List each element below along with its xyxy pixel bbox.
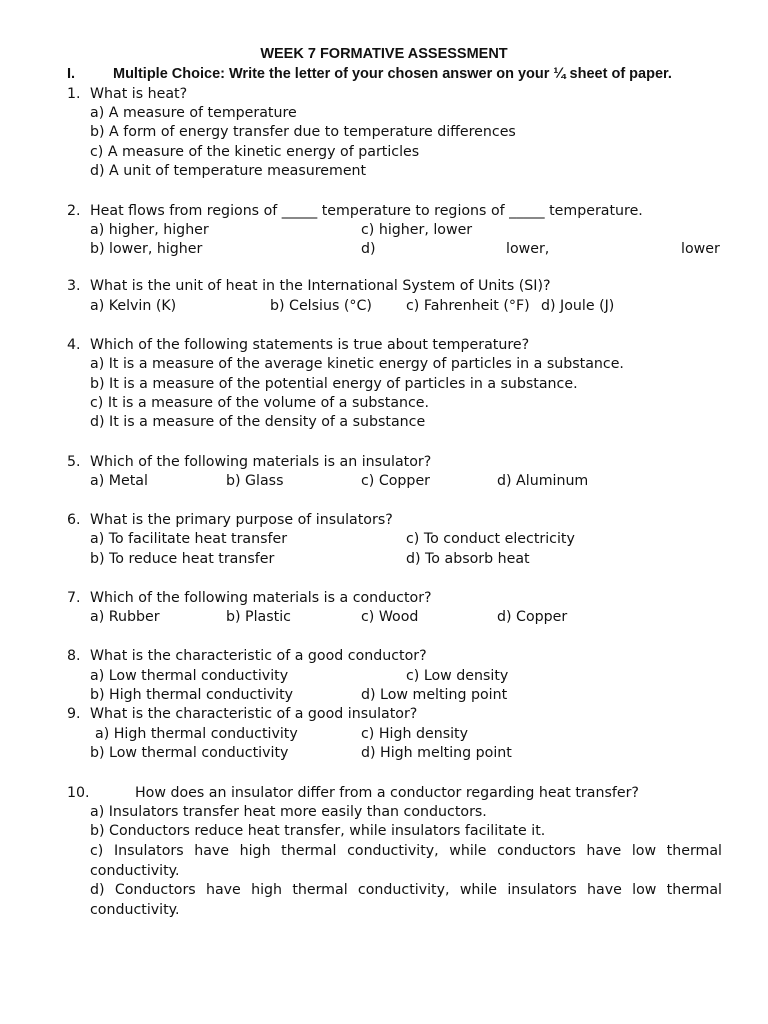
option: d) Conductors have high thermal conductivity, while insulators have low thermal conductivity. <box>90 882 722 918</box>
option: d) It is a measure of the density of a substance <box>90 414 426 430</box>
option: c) Copper <box>361 473 431 489</box>
option: d) <box>361 241 376 257</box>
option: c) Insulators have high thermal conductivity, while conductors have low thermal conductivity. <box>90 843 722 879</box>
option: a) higher, higher <box>90 222 209 238</box>
question-number: 3. <box>67 278 81 294</box>
option: d) High melting point <box>361 745 512 761</box>
section-number: I. <box>67 66 76 82</box>
question-number: 9. <box>67 706 81 722</box>
option: b) Low thermal conductivity <box>90 745 289 761</box>
option: b) A form of energy transfer due to temperature differences <box>90 124 516 140</box>
option: b) High thermal conductivity <box>90 687 294 703</box>
question-number: 8. <box>67 648 81 664</box>
document-title: WEEK 7 FORMATIVE ASSESSMENT <box>260 46 508 62</box>
option: d) To absorb heat <box>406 551 530 567</box>
question-number: 6. <box>67 512 81 528</box>
option: a) Rubber <box>90 609 160 625</box>
option: c) A measure of the kinetic energy of particles <box>90 144 420 160</box>
option: c) High density <box>361 726 468 742</box>
option: a) Metal <box>90 473 148 489</box>
option: lower, <box>506 241 550 257</box>
option: b) Conductors reduce heat transfer, while insulators facilitate it. <box>90 823 546 839</box>
option: d) Aluminum <box>497 473 589 489</box>
question-text: Heat flows from regions of _____ temperature to regions of _____ temperature. <box>90 203 643 219</box>
option: a) To facilitate heat transfer <box>90 531 288 547</box>
option: b) Celsius (°C) <box>270 298 372 314</box>
question-text: Which of the following statements is true about temperature? <box>90 337 530 353</box>
option: c) higher, lower <box>361 222 473 238</box>
question-text: How does an insulator differ from a conductor regarding heat transfer? <box>135 785 639 801</box>
question-text: What is the characteristic of a good conductor? <box>90 648 427 664</box>
question-number: 7. <box>67 590 81 606</box>
question-number: 10. <box>67 785 90 801</box>
option: a) High thermal conductivity <box>95 726 298 742</box>
option: c) It is a measure of the volume of a substance. <box>90 395 430 411</box>
option: c) Wood <box>361 609 419 625</box>
option: a) A measure of temperature <box>90 105 297 121</box>
question-text: What is the characteristic of a good insulator? <box>90 706 418 722</box>
option: b) To reduce heat transfer <box>90 551 275 567</box>
option: b) lower, higher <box>90 241 203 257</box>
option: c) To conduct electricity <box>406 531 575 547</box>
option: b) It is a measure of the potential energy of particles in a substance. <box>90 376 578 392</box>
question-text: What is heat? <box>90 86 188 102</box>
option: a) It is a measure of the average kinetic energy of particles in a substance. <box>90 356 624 372</box>
question-number: 2. <box>67 203 81 219</box>
option: lower <box>681 241 720 257</box>
question-text: Which of the following materials is an insulator? <box>90 454 432 470</box>
question-text: What is the unit of heat in the International System of Units (SI)? <box>90 278 551 294</box>
option: d) Joule (J) <box>541 298 615 314</box>
section-instruction: Multiple Choice: Write the letter of your chosen answer on your ¼ sheet of paper. <box>113 66 672 82</box>
question-text: Which of the following materials is a conductor? <box>90 590 432 606</box>
option: b) Plastic <box>226 609 291 625</box>
option: a) Insulators transfer heat more easily than conductors. <box>90 804 487 820</box>
question-text: What is the primary purpose of insulators? <box>90 512 393 528</box>
option: b) Glass <box>226 473 284 489</box>
option: a) Low thermal conductivity <box>90 668 289 684</box>
option: a) Kelvin (K) <box>90 298 177 314</box>
question-number: 5. <box>67 454 81 470</box>
question-number: 4. <box>67 337 81 353</box>
option: d) Copper <box>497 609 568 625</box>
option: d) Low melting point <box>361 687 508 703</box>
option: d) A unit of temperature measurement <box>90 163 367 179</box>
option: c) Fahrenheit (°F) <box>406 298 530 314</box>
option: c) Low density <box>406 668 509 684</box>
question-number: 1. <box>67 86 81 102</box>
